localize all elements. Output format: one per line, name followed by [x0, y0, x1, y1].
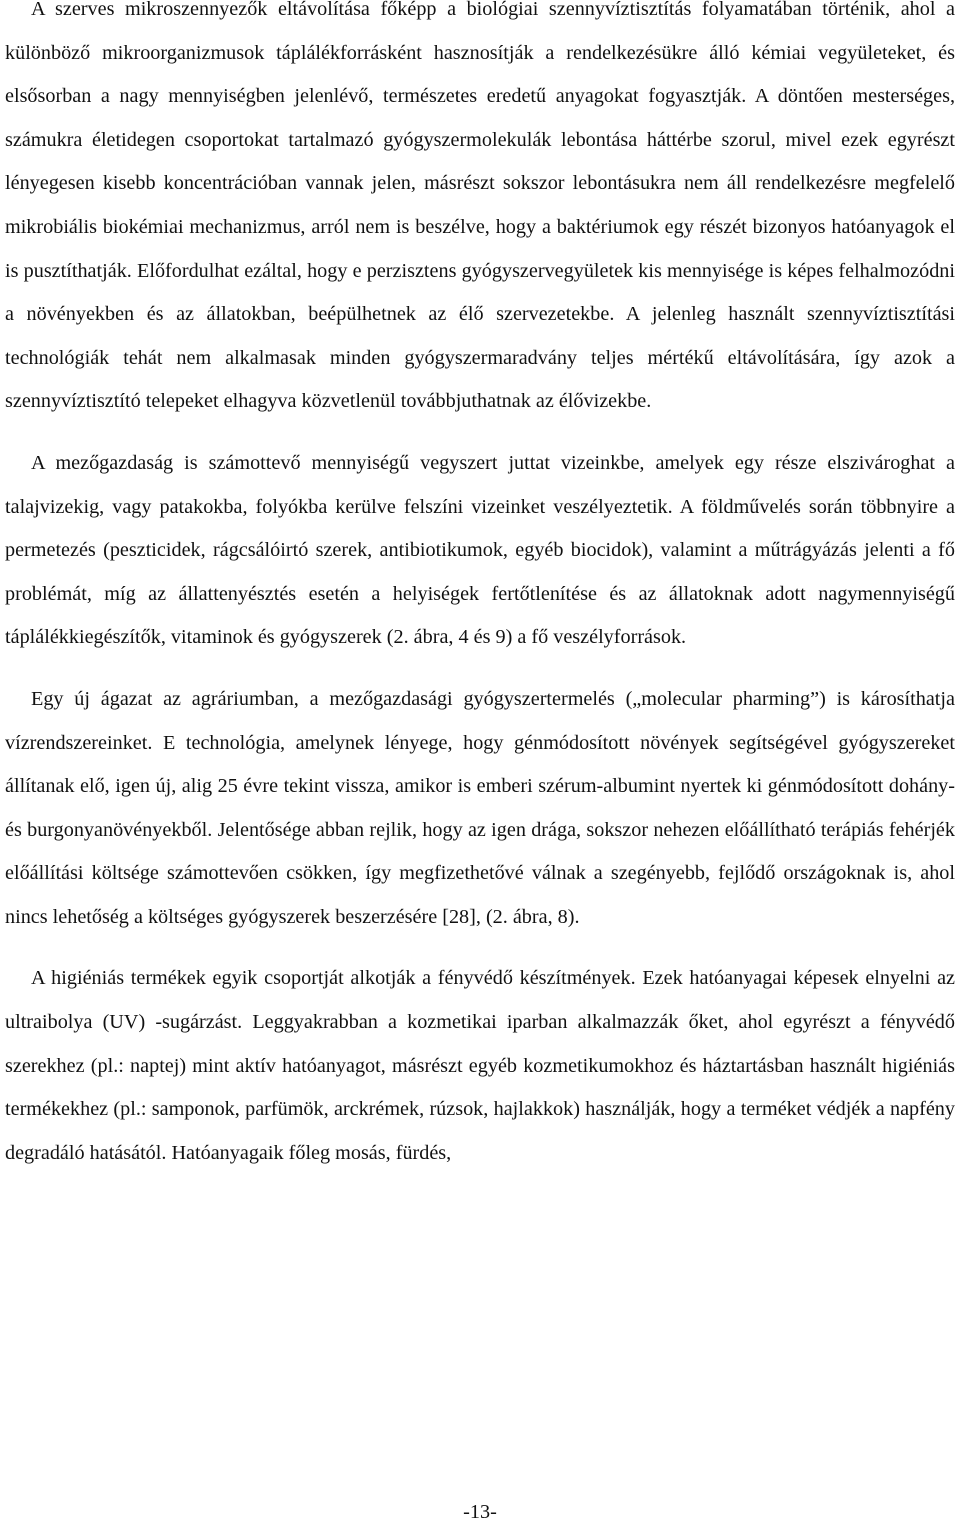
paragraph-agriculture: A mezőgazdaság is számottevő mennyiségű vegyszert juttat vizeinkbe, amelyek egy része elszivároghat a talajvizekig, vagy patakokba, folyókba kerülve felszíni vizeinket veszélyeztetik. A földművelés során többnyire a permetezés (peszticidek, rágcsálóirtó szerek, antibiotikumok, egyéb biocidok), valamint a műtrágyázás jelenti a fő problémát, míg az állattenyésztés esetén a helyiségek fertőtlenítése és az állatoknak adott nagymennyiségű táplálékkiegészítők, vitaminok és gyógyszerek (2. ábra, 4 és 9) a fő veszélyforrások. [5, 451, 955, 649]
paragraph-sunscreen: A higiéniás termékek egyik csoportját alkotják a fényvédő készítmények. Ezek hatóanyagai képesek elnyelni az ultraibolya (UV) -sugárzást. Leggyakrabban a kozmetikai iparban alkalmazzák őket, ahol egyrészt a fényvédő szerekhez (pl.: naptej) mint aktív hatóanyagot, másrészt egyéb kozmetikumokhoz és háztartásban használt higiéniás termékekhez (pl.: samponok, parfümök, arckrémek, rúzsok, hajlakkok) használják, hogy a terméket védjék a napfény degradáló hatásától. Hatóanyagaik főleg mosás, fürdés, [5, 967, 955, 1164]
paragraph-wastewater: A szerves mikroszennyezők eltávolítása főképp a biológiai szennyvíztisztítás folyamatában történik, ahol a különböző mikroorganizmusok táplálékforrásként hasznosítják a rendelkezésükre álló kémiai vegyületeket, és elsősorban a nagy mennyiségben jelenlévő, természetes eredetű anyagokat fogyasztják. A döntően mesterséges, számukra életidegen csoportokat tartalmazó gyógyszermolekulák lebontása háttérbe szorul, mivel ezek egyrészt lényegesen kisebb koncentrációban vannak jelen, másrészt sokszor lebontásukra nem áll rendelkezésre megfelelő mikrobiális biokémiai mechanizmus, arról nem is beszélve, hogy a baktériumok egy részét bizonyos hatóanyagok el is pusztíthatják. Előfordulhat ezáltal, hogy e perzisztens gyógyszervegyületek kis mennyisége is képes felhalmozódni a növényekben és az állatokban, beépülhetnek az élő szervezetekbe. A jelenleg használt szennyvíztisztítási technológiák tehát nem alkalmasak minden gyógyszermaradvány teljes mértékű eltávolítására, így azok a szennyvíztisztító telepeket elhagyva közvetlenül továbbjuthatnak az élővizekbe. [5, 0, 955, 413]
page-number: -13- [463, 1501, 497, 1523]
paragraph-molecular-pharming: Egy új ágazat az agráriumban, a mezőgazdasági gyógyszertermelés („molecular pharming”) is károsíthatja vízrendszereinket. E technológia, amelynek lényege, hogy génmódosított növények segítségével gyógyszereket állítanak elő, igen új, alig 25 évre tekint vissza, amikor is emberi szérum-albumint nyertek ki génmódosított dohány- és burgonyanövényekből. Jelentősége abban rejlik, hogy az igen drága, sokszor nehezen előállítható terápiás fehérjék előállítási költsége számottevően csökken, így megfizethetővé válnak a szegényebb, fejlődő országoknak is, ahol nincs lehetőség a költséges gyógyszerek beszerzésére [28], (2. ábra, 8). [5, 687, 955, 928]
document-page [5, 0, 955, 1175]
